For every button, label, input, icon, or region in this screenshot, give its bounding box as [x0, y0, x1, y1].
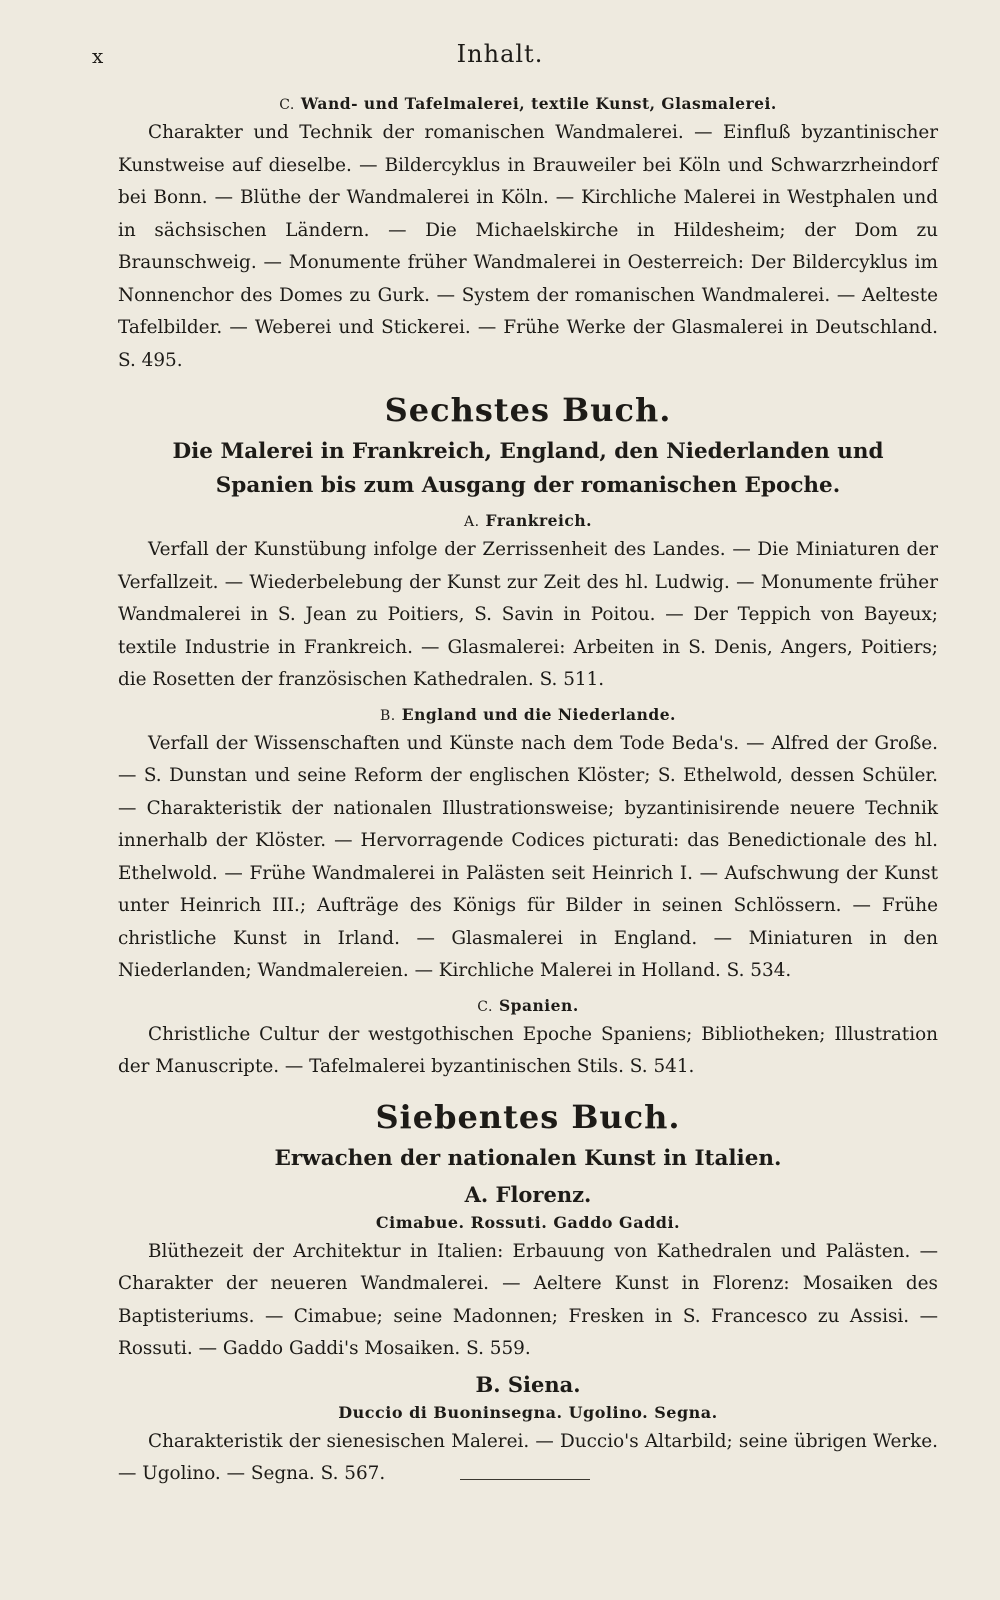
- section-summary-a-florenz: Blüthezeit der Architektur in Italien: Erbauung von Kathedralen und Palästen. — Charakter der neueren Wandmalerei. — Aeltere Kunst in Florenz: Mosaiken des Baptisteriums. — Cimabue; seine Madonnen; Fresken in S. Francesco zu Assisi. — Rossuti. — Gaddo Gaddi's Mosaiken. S. 559.: [118, 1240, 938, 1359]
- section-letter: B.: [380, 707, 396, 724]
- closing-rule: [460, 1479, 590, 1480]
- section-heading-a-frankreich: [118, 511, 938, 530]
- section-heading-c-spanien: [118, 996, 938, 1015]
- section-title: Frankreich.: [485, 511, 593, 530]
- section-heading-a-florenz: A. Florenz.: [464, 1181, 592, 1207]
- section-heading-b-siena: B. Siena.: [475, 1371, 581, 1397]
- artist-names-siena: Duccio di Buoninsegna. Ugolino. Segna.: [338, 1402, 718, 1422]
- section-summary-b-siena: Charakteristik der sienesischen Malerei. — Duccio's Altarbild; seine übrigen Werke. — Ugolino. — Segna. S. 567.: [118, 1430, 938, 1484]
- book-subtitle-6: Die Malerei in Frankreich, England, den Niederlanden und Spanien bis zum Ausgang der romanischen Epoche.: [172, 439, 884, 498]
- section-heading-b-england: [118, 705, 938, 724]
- running-header: [0, 38, 1000, 72]
- section-title: Wand- und Tafelmalerei, textile Kunst, Glasmalerei.: [300, 94, 777, 113]
- book-title-6: Sechstes Buch.: [384, 391, 672, 429]
- section-title: England und die Niederlande.: [401, 704, 676, 724]
- section-summary-a-frankreich: Verfall der Kunstübung infolge der Zerrissenheit des Landes. — Die Miniaturen der Verfallzeit. — Wiederbelebung der Kunst zur Zeit des hl. Ludwig. — Monumente früher Wandmalerei in S. Jean zu Poitiers, S. Savin in Poitou. — Der Teppich von Bayeux; textile Industrie in Frankreich. — Glasmalerei: Arbeiten in S. Denis, Angers, Poitiers; die Rosetten der französischen Kathedralen. S. 511.: [118, 539, 938, 690]
- section-letter: C.: [279, 97, 295, 113]
- book-title-7: Siebentes Buch.: [375, 1097, 681, 1136]
- table-of-contents: [118, 86, 938, 1491]
- section-heading-c-wand: [118, 94, 938, 113]
- section-letter: A.: [463, 514, 480, 530]
- book-subtitle-7: Erwachen der nationalen Kunst in Italien.: [274, 1145, 782, 1171]
- section-summary-c-spanien: Christliche Cultur der westgothischen Epoche Spaniens; Bibliotheken; Illustration der Manuscripte. — Tafelmalerei byzantinischen Stils. S. 541.: [118, 1023, 938, 1077]
- page-number: x: [92, 44, 104, 68]
- section-summary-b-england: Verfall der Wissenschaften und Künste nach dem Tode Beda's. — Alfred der Große. — S. Dunstan und seine Reform der englischen Klöster; S. Ethelwold, dessen Schüler. — Charakteristik der nationalen Illustrationsweise; byzantinisirende neuere Technik innerhalb der Klöster. — Hervorragende Codices picturati: das Benedictionale des hl. Ethelwold. — Frühe Wandmalerei in Palästen seit Heinrich I. — Aufschwung der Kunst unter Heinrich III.; Aufträge des Königs für Bilder in seinen Schlössern. — Frühe christliche Kunst in Irland. — Glasmalerei in England. — Miniaturen in den Niederlanden; Wandmalereien. — Kirchliche Malerei in Holland. S. 534.: [118, 732, 938, 981]
- section-letter: C.: [477, 998, 493, 1015]
- running-title: Inhalt.: [456, 40, 544, 68]
- section-title: Spanien.: [498, 995, 579, 1015]
- artist-names-florenz: Cimabue. Rossuti. Gaddo Gaddi.: [375, 1212, 681, 1232]
- section-summary-c-wand: Charakter und Technik der romanischen Wandmalerei. — Einfluß byzantinischer Kunstweise auf dieselbe. — Bildercyklus in Brauweiler bei Köln und Schwarzrheindorf bei Bonn. — Blüthe der Wandmalerei in Köln. — Kirchliche Malerei in Westphalen und in sächsischen Ländern. — Die Michaelskirche in Hildesheim; der Dom zu Braunschweig. — Monumente früher Wandmalerei in Oesterreich: Der Bildercyklus im Nonnenchor des Domes zu Gurk. — System der romanischen Wandmalerei. — Aelteste Tafelbilder. — Weberei und Stickerei. — Frühe Werke der Glasmalerei in Deutschland. S. 495.: [118, 122, 938, 371]
